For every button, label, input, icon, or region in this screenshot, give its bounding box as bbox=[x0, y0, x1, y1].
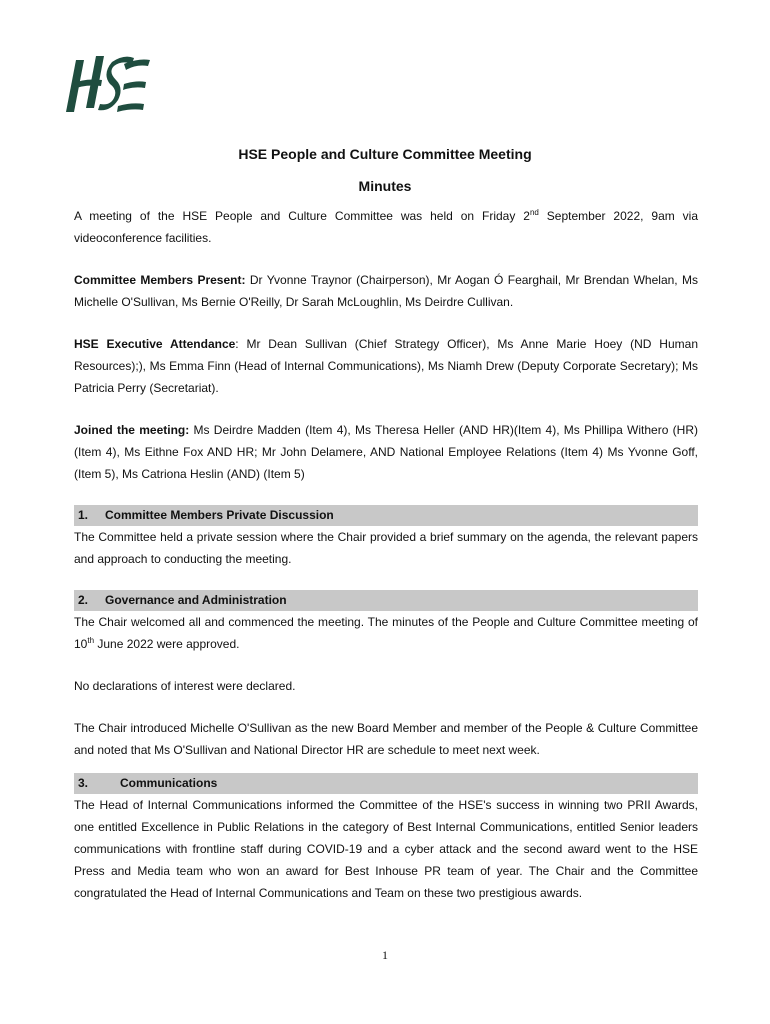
members-present-label: Committee Members Present: bbox=[74, 273, 246, 287]
members-present-paragraph: Committee Members Present: Dr Yvonne Traynor (Chairperson), Mr Aogan Ó Fearghail, Mr Brendan Whelan, Ms Michelle O'Sullivan, Ms Bernie O'Reilly, Dr Sarah McLoughlin, Ms Deirdre Cullivan. bbox=[74, 273, 699, 309]
section-3-heading: 3. Communications bbox=[74, 773, 698, 794]
hse-logo bbox=[62, 50, 152, 118]
joined-meeting-paragraph: Joined the meeting: Ms Deirdre Madden (Item 4), Ms Theresa Heller (AND HR)(Item 4), Ms Phillipa Withero (HR)(Item 4), Ms Eithne Fox AND HR; Mr John Delamere, AND National Employee Relations (Item 4) Ms Yvonne Goff, (Item 5), Ms Catriona Heslin (AND) (Item 5) bbox=[74, 423, 698, 481]
executive-attendance-label: HSE Executive Attendance bbox=[74, 337, 236, 351]
joined-meeting-label: Joined the meeting: bbox=[74, 423, 190, 437]
section-1-heading: 1. Committee Members Private Discussion bbox=[74, 505, 698, 526]
section-1-paragraph: The Committee held a private session where the Chair provided a brief summary on the agenda, the relevant papers and approach to conducting the meeting. bbox=[74, 530, 698, 566]
intro-paragraph: A meeting of the HSE People and Culture Committee was held on Friday 2nd September 2022, 9am via videoconference facilities. bbox=[74, 208, 699, 245]
document-title: HSE People and Culture Committee Meeting bbox=[238, 146, 532, 162]
document-subtitle: Minutes bbox=[358, 178, 412, 194]
page-number: 1 bbox=[382, 948, 388, 962]
section-2-paragraph-2: No declarations of interest were declared. bbox=[74, 679, 296, 693]
section-2-heading: 2. Governance and Administration bbox=[74, 590, 698, 611]
executive-attendance-paragraph: HSE Executive Attendance: Mr Dean Sullivan (Chief Strategy Officer), Ms Anne Marie Hoey (ND Human Resources);), Ms Emma Finn (Head of Internal Communications), Ms Niamh Drew (Deputy Corporate Secretary); Ms Patricia Perry (Secretariat). bbox=[74, 337, 698, 395]
section-3-paragraph: The Head of Internal Communications informed the Committee of the HSE's success in winning two PRII Awards, one entitled Excellence in Public Relations in the category of Best Internal Communications, entitled Senior leaders communications with frontline staff during COVID-19 and a cyber attack and the second award went to the HSE Press and Media team who won an award for Best Inhouse PR team of year. The Chair and the Committee congratulated the Head of Internal Communications and Team on these two prestigious awards. bbox=[74, 798, 698, 900]
section-2-paragraph-3: The Chair introduced Michelle O'Sullivan as the new Board Member and member of the People & Culture Committee and noted that Ms O'Sullivan and National Director HR are schedule to meet next week. bbox=[74, 721, 698, 757]
document-body bbox=[74, 205, 698, 924]
section-2-paragraph-1: The Chair welcomed all and commenced the meeting. The minutes of the People and Culture Committee meeting of 10th June 2022 were approved. bbox=[74, 615, 698, 651]
